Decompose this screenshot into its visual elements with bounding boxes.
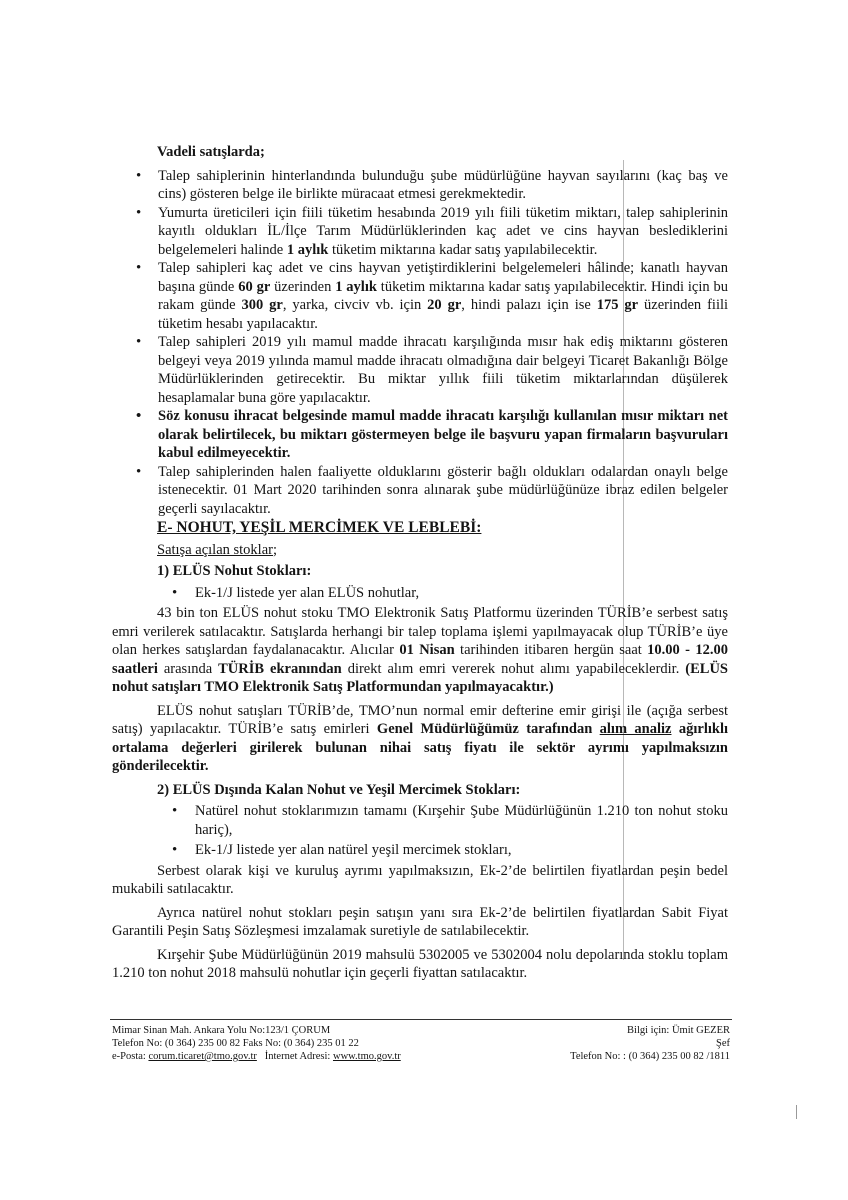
list-item: • Natürel nohut stoklarımızın tamamı (Kırşehir Şube Müdürlüğünün 1.210 ton nohut stoku hariç), (112, 802, 728, 839)
section-e-subtitle: Satışa açılan stoklar; (157, 541, 277, 558)
vadeli-heading: Vadeli satışlarda; (157, 144, 265, 160)
footer-address: Mimar Sinan Mah. Ankara Yolu No:123/1 ÇORUM (112, 1025, 331, 1036)
list-item: • Yumurta üreticileri için fiili tüketim hesabında 2019 yılı fiili tüketim miktarı, talep sahiplerinin kayıtlı oldukları İL/İlçe Tarım Müdürlüklerinden kaç adet ve cins hayvan beslediklerini belgelemeleri halinde 1 aylık tüketim miktarına kadar satış yapılabilecektir. (112, 204, 728, 260)
footer-info-role: Şef (716, 1038, 730, 1049)
vadeli-bullet-list (112, 167, 728, 519)
subsection-1-paragraph-1: 43 bin ton ELÜS nohut stoku TMO Elektronik Satış Platformu üzerinden TÜRİB’e serbest satış emri verilerek satılacaktır. Satışlarda herhangi bir talep toplama işlemi yapılmayacak olup TÜRİB’e üye olan herkes satışlardan faydalanacaktır. Alıcılar 01 Nisan tarihinden itibaren hergün saat 10.00 - 12.00 saatleri arasında TÜRİB ekranından direkt alım emri vererek nohut alımı yapabileceklerdir. (ELÜS nohut satışları TMO Elektronik Satış Platformundan yapılmayacaktır.) (112, 605, 728, 695)
footer-contact-block (112, 1024, 532, 1063)
subsection-1-title: 1) ELÜS Nohut Stokları: (157, 563, 312, 579)
subsection-2-paragraph-2: Ayrıca natürel nohut stokları peşin satışın yanı sıra Ek-2’de belirtilen fiyatlardan Sabit Fiyat Garantili Peşin Satış Sözleşmesi imzalamak suretiyle de satılabilecektir. (112, 904, 728, 939)
subsection-2-paragraph-1: Serbest olarak kişi ve kuruluş ayrımı yapılmaksızın, Ek-2’de belirtilen fiyatlardan peşin bedel mukabili satılacaktır. (112, 862, 728, 897)
list-item: • Talep sahipleri kaç adet ve cins hayvan yetiştirdiklerini belgelemeleri hâlinde; kanatlı hayvan başına günde 60 gr üzerinden 1 aylık tüketim miktarına kadar satış yapılabilecektir. Hindi için bu rakam günde 300 gr, yarka, civciv vb. için 20 gr, hindi palazı için ise 175 gr üzerinden fiili tüketim hesabı yapılacaktır. (112, 259, 728, 333)
document-body (112, 143, 728, 988)
subsection-2-paragraph-3: Kırşehir Şube Müdürlüğünün 2019 mahsulü 5302005 ve 5302004 nolu depolarında stoklu toplam 1.210 ton nohut 2018 mahsulü nohutlar için geçerli fiyattan satılacaktır. (112, 946, 728, 981)
footer-info-block (470, 1024, 730, 1063)
list-item: • Talep sahiplerinin hinterlandında bulunduğu şube müdürlüğüne hayvan sayılarını (kaç baş ve cins) gösteren belge ile birlikte müracaat etmesi gerekmektedir. (112, 167, 728, 204)
subsection-2-title: 2) ELÜS Dışında Kalan Nohut ve Yeşil Mercimek Stokları: (157, 781, 521, 798)
subsection-1-list (112, 584, 728, 603)
footer-email-web: e-Posta: corum.ticaret@tmo.gov.tr İnternet Adresi: www.tmo.gov.tr (112, 1051, 401, 1062)
list-item: • Ek-1/J listede yer alan natürel yeşil mercimek stokları, (112, 841, 728, 860)
subsection-2-list (112, 802, 728, 860)
list-item: • Talep sahipleri 2019 yılı mamul madde ihracatı karşılığında mısır hak ediş miktarını gösteren belgeyi veya 2019 yılında mamul madde ihracatı olmadığına dair belgeyi Ticaret Bakanlığı Bölge Müdürlüklerinden getirecektir. Bu miktar yıllık fiili tüketim miktarlarından düşülerek hesaplamalar buna göre yapılacaktır. (112, 333, 728, 407)
footer-info-phone: Telefon No: : (0 364) 235 00 82 /1811 (570, 1051, 730, 1062)
website-link[interactable]: www.tmo.gov.tr (332, 1051, 401, 1062)
list-item: • Söz konusu ihracat belgesinde mamul madde ihracatı karşılığı kullanılan mısır miktarı net olarak belirtilecek, bu miktarı göstermeyen belge ile başvuru yapan firmaların başvuruları kabul edilmeyecektir. (112, 407, 728, 463)
footer-info-person: Bilgi için: Ümit GEZER (627, 1025, 730, 1036)
email-link[interactable]: corum.ticaret@tmo.gov.tr (148, 1051, 257, 1062)
footer-divider (110, 1019, 732, 1020)
section-e-title: E- NOHUT, YEŞİL MERCİMEK VE LEBLEBİ: (157, 519, 482, 536)
scan-edge-mark (796, 1105, 797, 1119)
footer-phone: Telefon No: (0 364) 235 00 82 Faks No: (0 364) 235 01 22 (112, 1038, 359, 1049)
list-item: • Ek-1/J listede yer alan ELÜS nohutlar, (112, 584, 728, 603)
subsection-1-paragraph-2: ELÜS nohut satışları TÜRİB’de, TMO’nun normal emir defterine emir girişi ile (açığa serbest satış) yapılacaktır. TÜRİB’e satış emirleri Genel Müdürlüğümüz tarafından alım analiz ağırlıklı ortalama değerleri girilerek bulunan nihai satış fiyatı ile sektör ayrımı yapılmaksızın gönderilecektir. (112, 702, 729, 774)
list-item: • Talep sahiplerinden halen faaliyette olduklarını gösterir bağlı oldukları odalardan onaylı belge istenecektir. 01 Mart 2020 tarihinden sonra alınarak şube müdürlüğünüze ibraz edilen belgeler geçerli sayılacaktır. (112, 463, 728, 519)
